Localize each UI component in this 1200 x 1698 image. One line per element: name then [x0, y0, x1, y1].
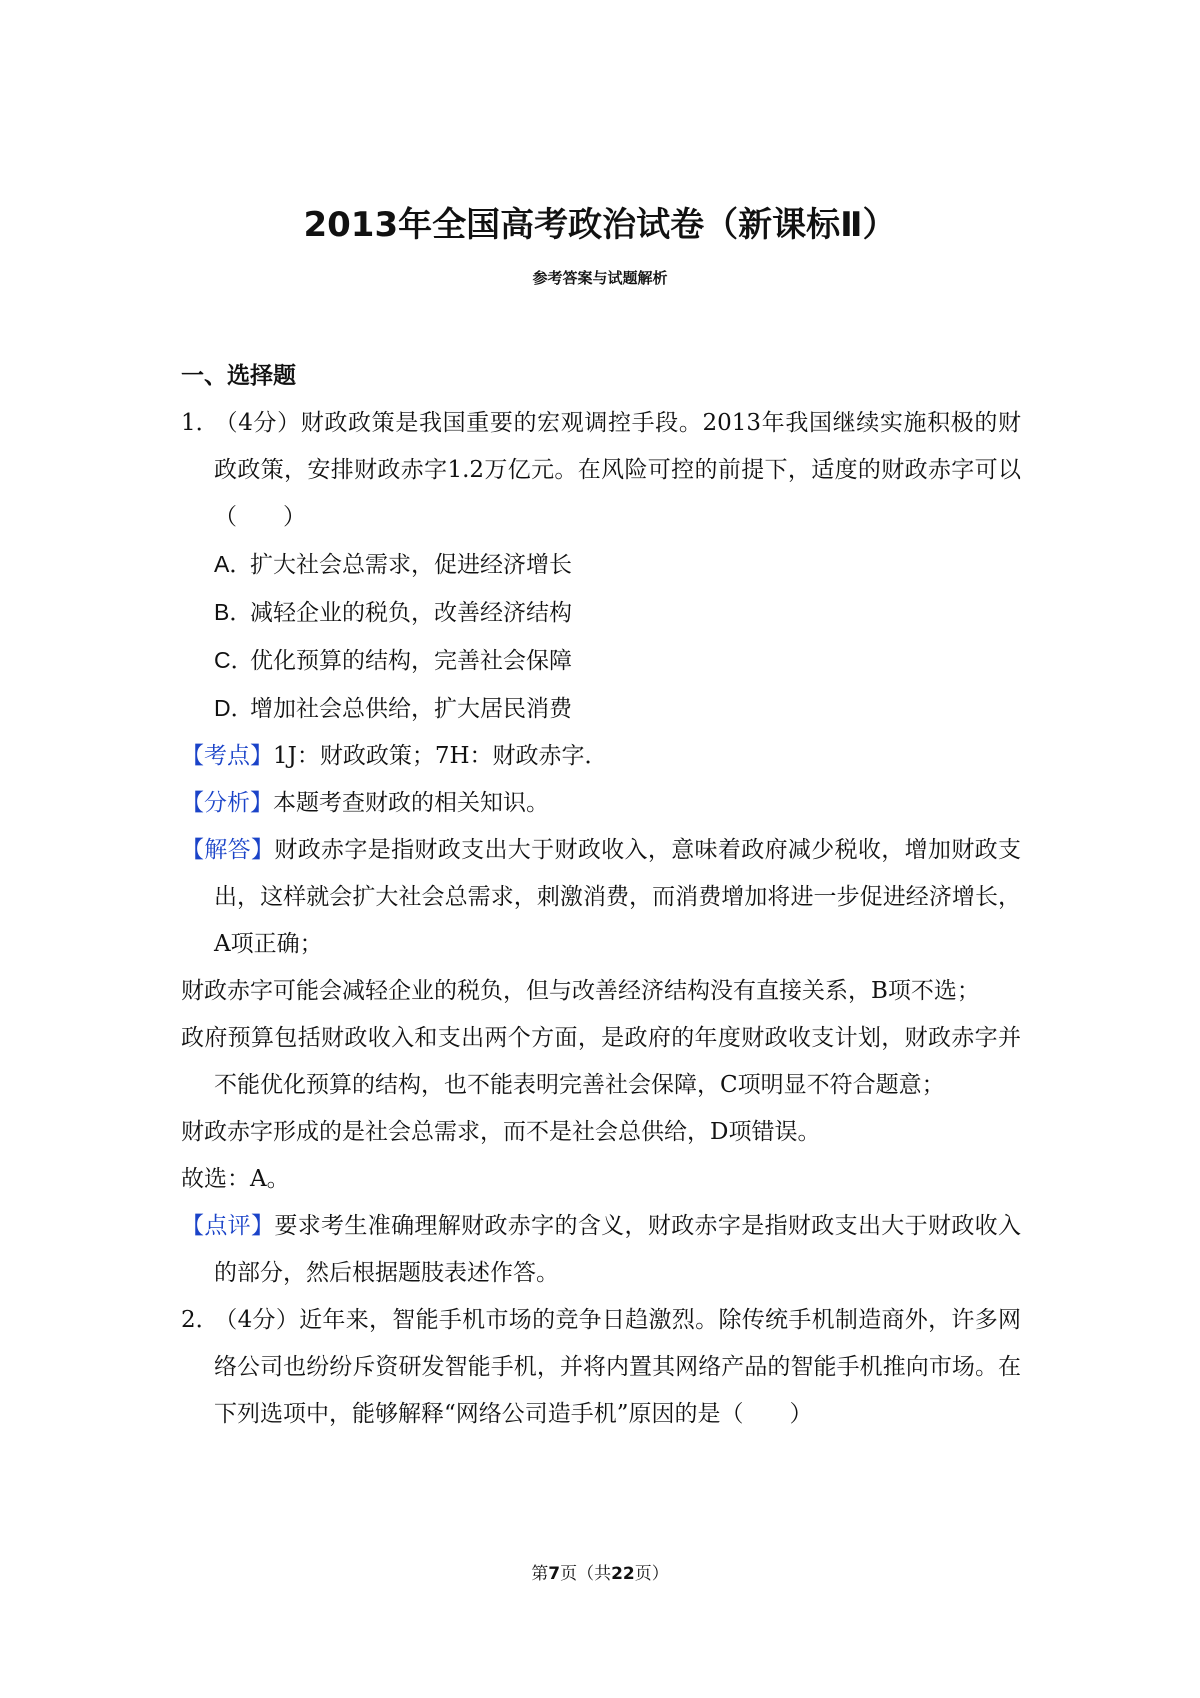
- page-footer: [0, 1563, 1200, 1585]
- answer-line: 故选：A。: [181, 1166, 290, 1192]
- question-text: （4分）近年来，智能手机市场的竞争日趋激烈。除传统手机制造商外，许多网络公司也纷纷斥资研发智能手机，并将内置其网络产品的智能手机推向市场。在下列选项中，能够解释“网络公司造手机”原因的是（ ）: [214, 1307, 1021, 1427]
- option-text: 扩大社会总需求，促进经济增长: [250, 552, 572, 578]
- document-body: [181, 356, 1021, 1438]
- footer-total-pages: 22: [611, 1564, 635, 1584]
- fenxi-text: 本题考查财政的相关知识。: [273, 790, 549, 816]
- option-d: [181, 685, 1021, 733]
- document-title: 2013年全国高考政治试卷（新课标Ⅱ）: [303, 205, 897, 245]
- question-text: （4分）财政政策是我国重要的宏观调控手段。2013年我国继续实施积极的财政政策，安排财政赤字1.2万亿元。在风险可控的前提下，适度的财政赤字可以（ ）: [214, 410, 1021, 530]
- question-1-stem: [181, 400, 1021, 541]
- jieda-text: 财政赤字是指财政支出大于财政收入，意味着政府减少税收，增加财政支出，这样就会扩大社会总需求，刺激消费，而消费增加将进一步促进经济增长，A项正确；: [214, 837, 1022, 957]
- option-letter: A．: [214, 551, 253, 577]
- explanation-c: 政府预算包括财政收入和支出两个方面，是政府的年度财政收支计划，财政赤字并不能优化预算的结构，也不能表明完善社会保障，C项明显不符合题意；: [181, 1025, 1021, 1098]
- explanation-b: 财政赤字可能会减轻企业的税负，但与改善经济结构没有直接关系，B项不选；: [181, 978, 980, 1004]
- question-number: 2．: [181, 1307, 219, 1333]
- dianping-text: 要求考生准确理解财政赤字的含义，财政赤字是指财政支出大于财政收入的部分，然后根据题肢表述作答。: [214, 1213, 1022, 1286]
- kaodian-text: 1J：财政政策；7H：财政赤字．: [273, 743, 608, 769]
- question-number: 1．: [181, 410, 219, 436]
- kaodian-label: 【考点】: [181, 743, 273, 769]
- option-text: 减轻企业的税负，改善经济结构: [250, 600, 572, 626]
- document-subtitle: 参考答案与试题解析: [532, 269, 668, 287]
- footer-prefix: 第: [531, 1564, 549, 1584]
- option-b: [181, 589, 1021, 637]
- footer-middle: 页（共: [560, 1564, 612, 1584]
- question-2-stem: [181, 1297, 1021, 1438]
- kaodian-paragraph: [181, 733, 1021, 780]
- option-letter: B．: [214, 599, 253, 625]
- jieda-label: 【解答】: [181, 837, 275, 863]
- explanation-d: 财政赤字形成的是社会总需求，而不是社会总供给，D项错误。: [181, 1119, 821, 1145]
- fenxi-label: 【分析】: [181, 790, 273, 816]
- option-letter: D．: [214, 695, 254, 721]
- option-text: 优化预算的结构，完善社会保障: [250, 648, 572, 674]
- dianping-label: 【点评】: [181, 1213, 275, 1239]
- footer-suffix: 页）: [634, 1564, 669, 1584]
- option-c: [181, 637, 1021, 685]
- option-a: [181, 541, 1021, 589]
- footer-page-number: 7: [548, 1564, 561, 1584]
- section-heading: 一、选择题: [181, 363, 296, 389]
- dianping-paragraph: [181, 1203, 1021, 1297]
- jieda-paragraph: [181, 827, 1021, 968]
- option-letter: C．: [214, 647, 254, 673]
- fenxi-paragraph: [181, 780, 1021, 827]
- option-text: 增加社会总供给，扩大居民消费: [250, 696, 572, 722]
